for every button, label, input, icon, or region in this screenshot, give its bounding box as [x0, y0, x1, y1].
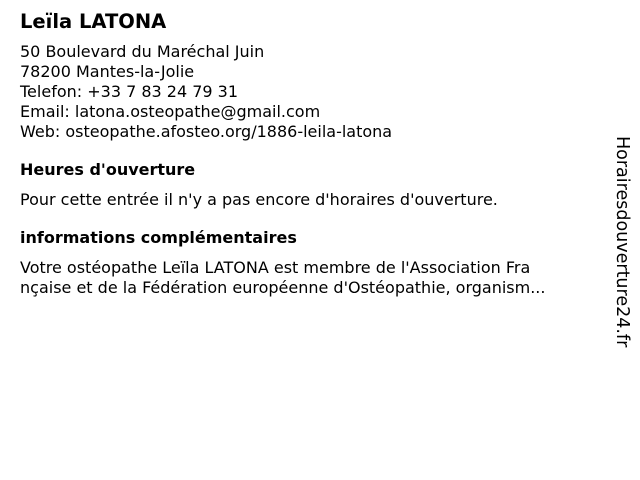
- email-address: Email: latona.osteopathe@gmail.com: [20, 102, 321, 121]
- additional-info-text: [20, 258, 600, 298]
- address-city: 78200 Mantes-la-Jolie: [20, 62, 195, 81]
- entry-title: Leïla LATONA: [20, 10, 167, 33]
- opening-hours-text: [20, 190, 600, 210]
- additional-info-heading: informations complémentaires: [20, 228, 297, 247]
- additional-info-line-2: nçaise et de la Fédération européenne d'Ostéopathie, organism...: [20, 278, 546, 297]
- website-link: Web: osteopathe.afosteo.org/1886-leila-latona: [20, 122, 393, 141]
- phone-number: Telefon: +33 7 83 24 79 31: [20, 82, 239, 101]
- opening-hours-heading: Heures d'ouverture: [20, 160, 196, 179]
- additional-info-line-1: Votre ostéopathe Leïla LATONA est membre de l'Association Fra: [20, 258, 531, 277]
- site-watermark: Horairesdouverture24.fr: [612, 136, 632, 348]
- contact-block: [20, 42, 600, 142]
- entry-card: [20, 8, 600, 298]
- opening-hours-line: Pour cette entrée il n'y a pas encore d'horaires d'ouverture.: [20, 190, 498, 209]
- address-street: 50 Boulevard du Maréchal Juin: [20, 42, 265, 61]
